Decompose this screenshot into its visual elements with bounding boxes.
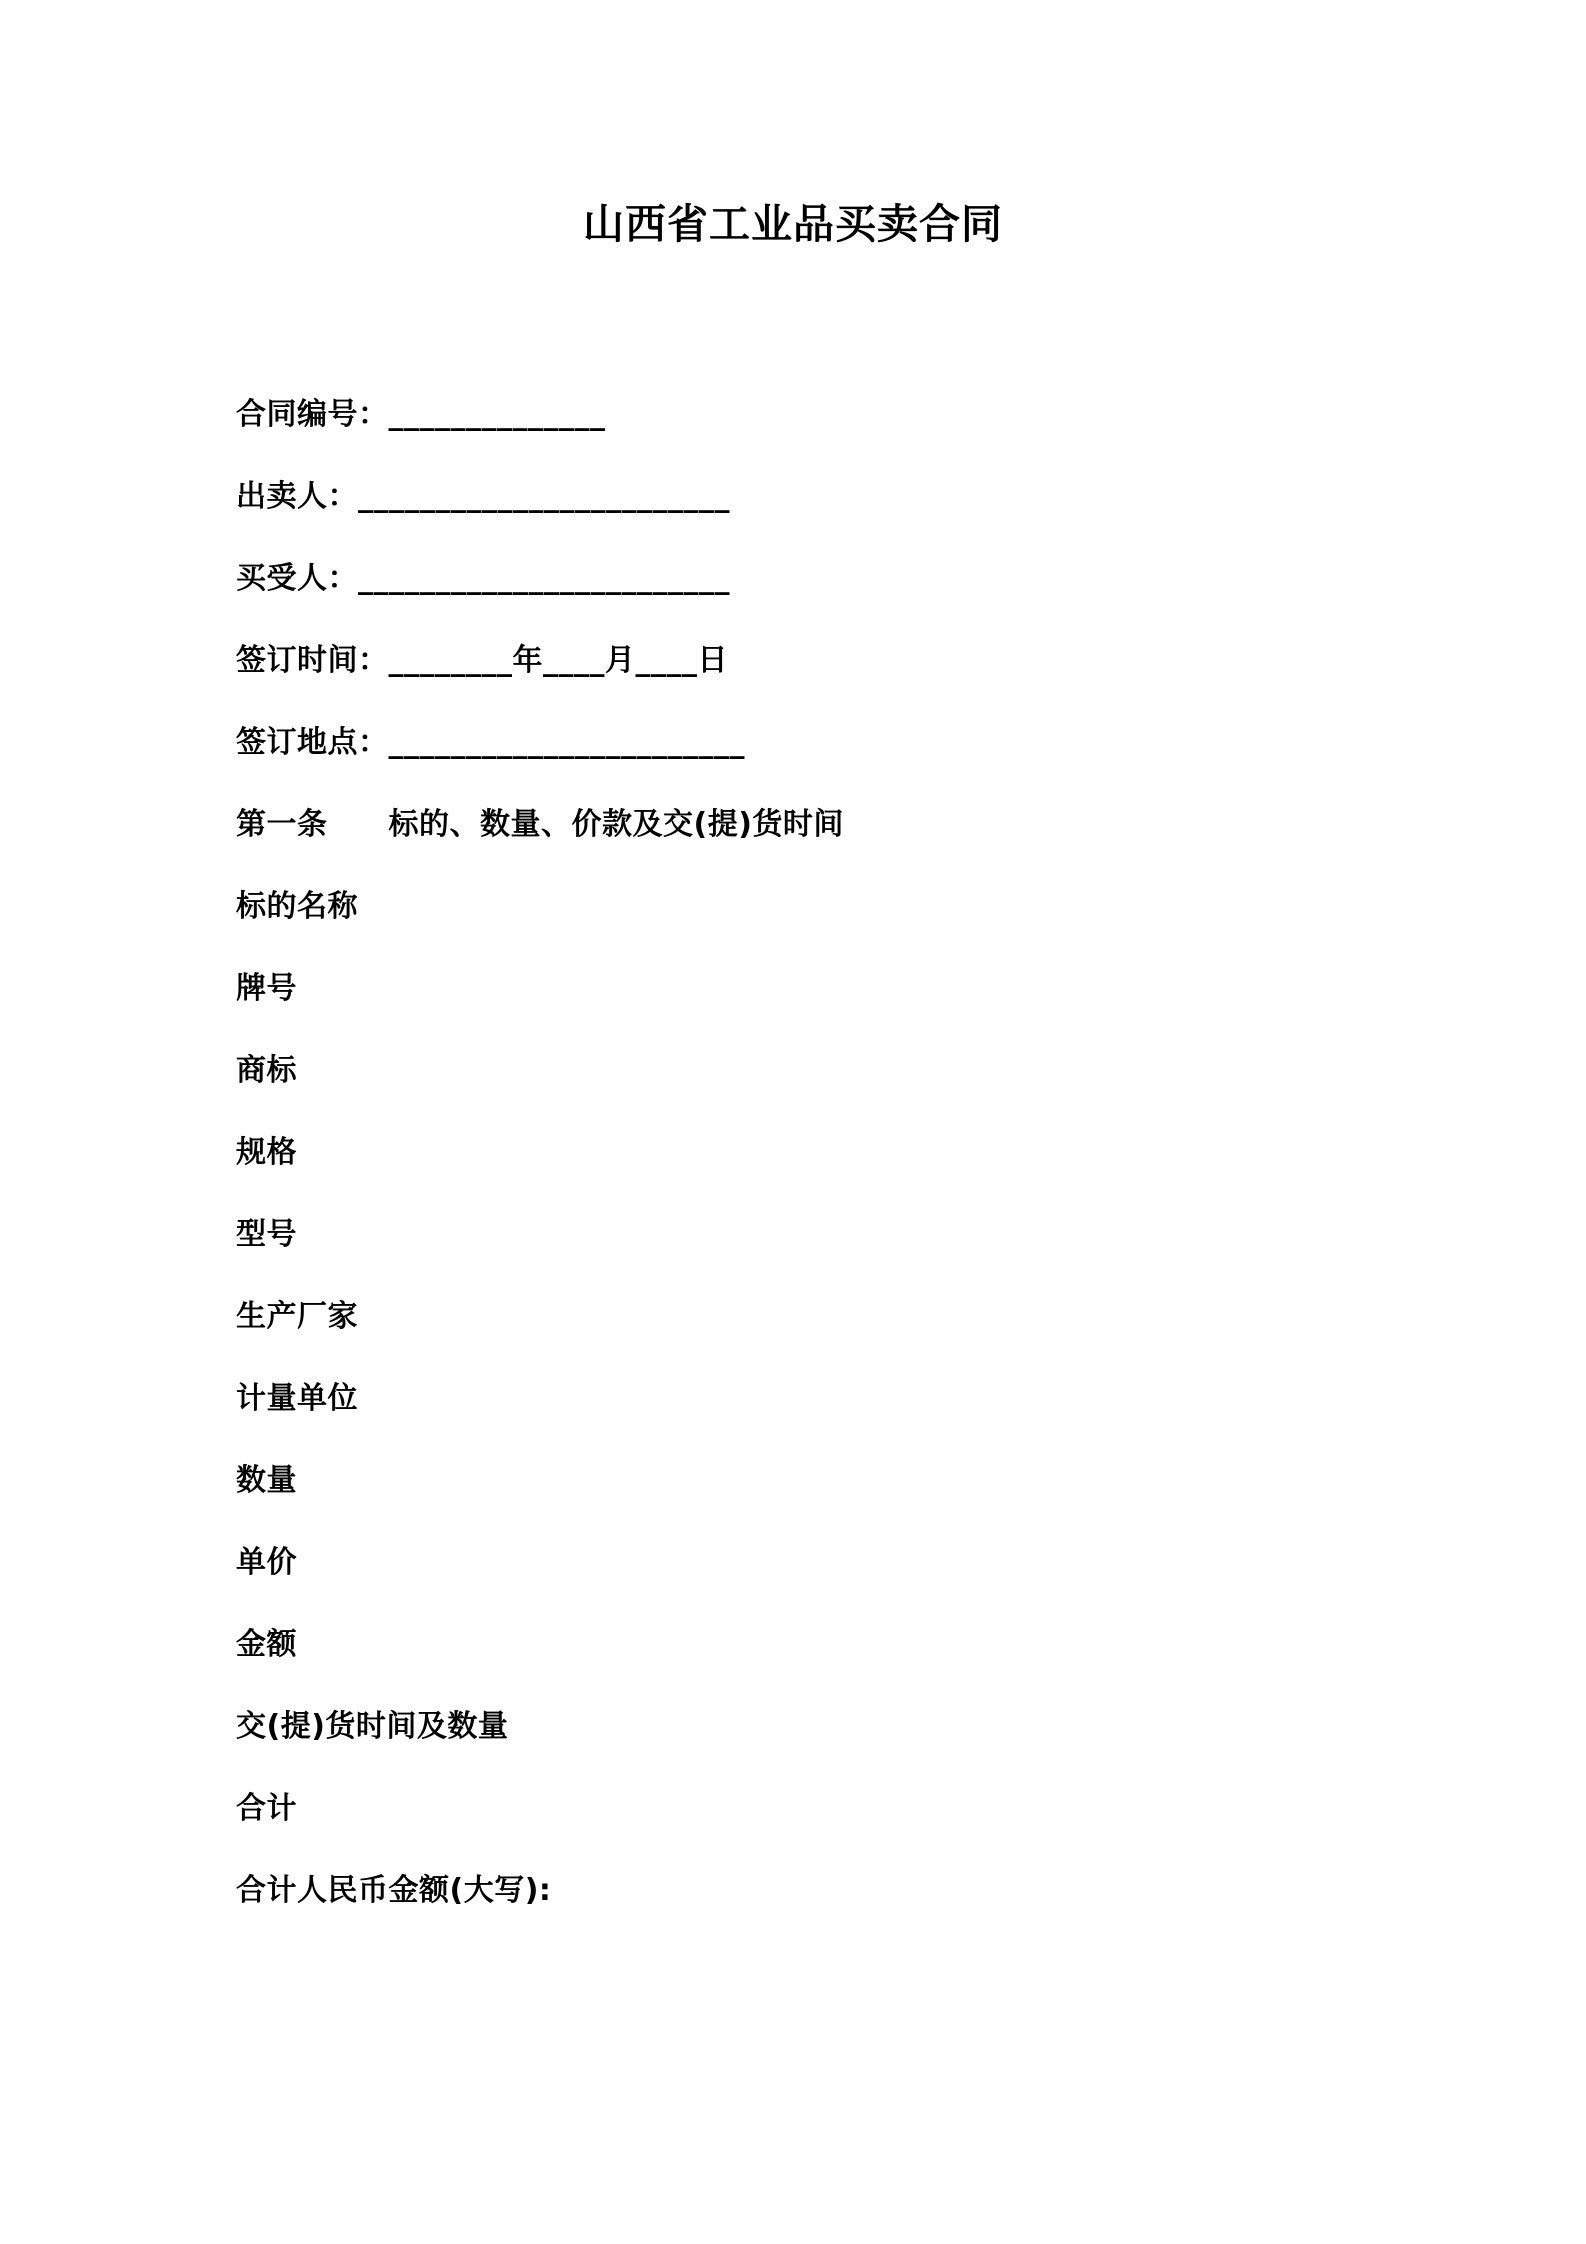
item-subject-name: 标的名称 <box>236 889 358 924</box>
item-trademark: 商标 <box>236 1053 297 1088</box>
field-buyer: 买受人：________________________ <box>236 561 730 596</box>
item-quantity: 数量 <box>236 1463 297 1498</box>
item-amount: 金额 <box>236 1627 297 1662</box>
page-title: 山西省工业品买卖合同 <box>583 200 1003 248</box>
document-body <box>236 397 1386 1908</box>
item-unit: 计量单位 <box>236 1381 358 1416</box>
item-model: 型号 <box>236 1217 297 1252</box>
item-brand-number: 牌号 <box>236 971 297 1006</box>
clause-1-heading: 第一条 标的、数量、价款及交(提)货时间 <box>236 807 844 842</box>
field-contract-number: 合同编号：______________ <box>236 397 606 432</box>
item-unit-price: 单价 <box>236 1545 297 1580</box>
item-manufacturer: 生产厂家 <box>236 1299 358 1334</box>
field-seller: 出卖人：________________________ <box>236 479 730 514</box>
item-specification: 规格 <box>236 1135 297 1170</box>
item-total-in-words: 合计人民币金额(大写): <box>236 1873 552 1908</box>
item-total: 合计 <box>236 1791 297 1826</box>
field-sign-place: 签订地点：_______________________ <box>236 725 745 760</box>
field-sign-date: 签订时间：________年____月____日 <box>236 643 728 678</box>
item-delivery-time-quantity: 交(提)货时间及数量 <box>236 1709 509 1744</box>
